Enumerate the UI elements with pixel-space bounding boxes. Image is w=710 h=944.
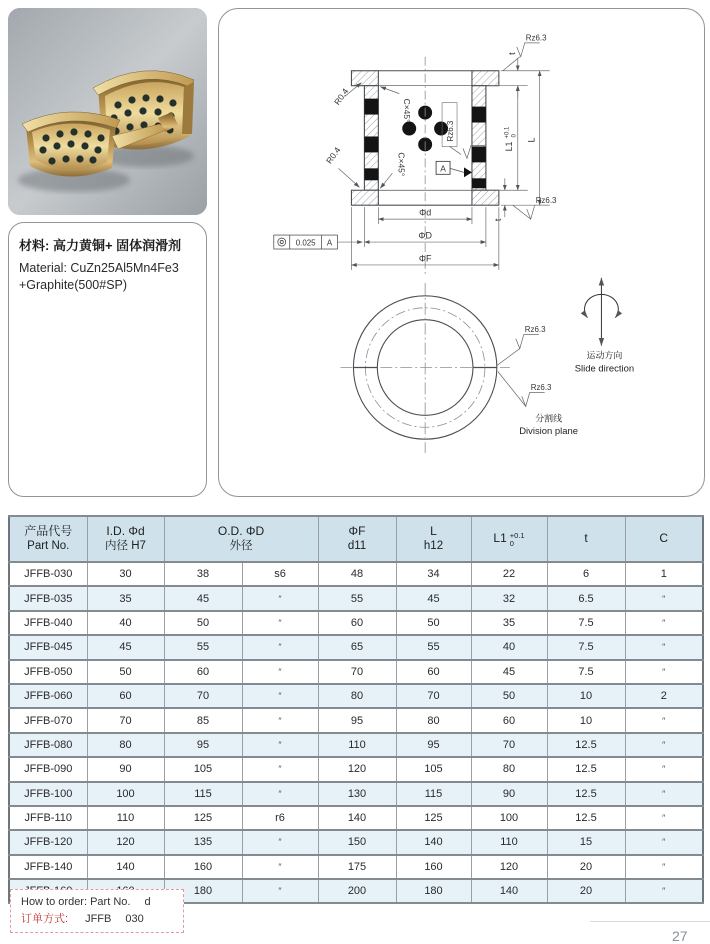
spec-table-body — [9, 562, 703, 903]
order-instruction: How to order: Part No. — [21, 896, 131, 908]
value-cell: 6.5 — [547, 586, 625, 610]
bushing-photo-illustration — [8, 8, 207, 215]
value-cell: 48 — [318, 562, 396, 586]
diameter-labels — [418, 208, 432, 264]
value-cell: ″ — [242, 684, 318, 708]
value-cell: 40 — [87, 611, 164, 635]
value-cell: 12.5 — [547, 757, 625, 781]
value-cell: 55 — [164, 635, 242, 659]
material-line-zh: 材料: 高力黄铜+ 固体润滑剂 — [19, 238, 182, 253]
value-cell: 110 — [318, 733, 396, 757]
order-series: JFFB — [85, 912, 112, 925]
part-no-cell: JFFB-090 — [9, 757, 87, 781]
value-cell: 7.5 — [547, 611, 625, 635]
part-no-cell: JFFB-040 — [9, 611, 87, 635]
value-cell: 80 — [471, 757, 547, 781]
value-cell: 2 — [625, 684, 703, 708]
value-cell: 12.5 — [547, 806, 625, 830]
value-cell: ″ — [242, 660, 318, 684]
value-cell: 22 — [471, 562, 547, 586]
roughness-label: Rz6.3 — [446, 120, 456, 142]
phi-d-label: Φd — [419, 207, 432, 218]
value-cell: 110 — [471, 830, 547, 854]
value-cell: ″ — [242, 586, 318, 610]
division-plane-en: Division plane — [519, 426, 579, 438]
value-cell: 95 — [164, 733, 242, 757]
value-cell: 100 — [471, 806, 547, 830]
value-cell: 70 — [471, 733, 547, 757]
value-cell: 70 — [87, 708, 164, 732]
value-cell: 65 — [318, 635, 396, 659]
technical-drawing-panel — [218, 8, 705, 497]
phi-D-label: ΦD — [418, 230, 432, 241]
value-cell: 125 — [396, 806, 471, 830]
right-dim-labels — [493, 33, 557, 221]
value-cell: ″ — [625, 855, 703, 879]
part-no-cell: JFFB-110 — [9, 806, 87, 830]
value-cell: 175 — [318, 855, 396, 879]
phi-F-label: ΦF — [418, 253, 432, 264]
value-cell: ″ — [625, 635, 703, 659]
value-cell: ″ — [625, 806, 703, 830]
value-cell: 130 — [318, 782, 396, 806]
roughness-label: Rz6.3 — [524, 325, 546, 335]
value-cell: 34 — [396, 562, 471, 586]
column-header: 产品代号 Part No. — [9, 516, 87, 562]
table-row — [9, 830, 703, 854]
table-row — [9, 562, 703, 586]
value-cell: 140 — [87, 855, 164, 879]
product-photo — [8, 8, 207, 215]
value-cell: 10 — [547, 708, 625, 732]
order-dim-code: d — [144, 896, 151, 908]
part-no-cell: JFFB-045 — [9, 635, 87, 659]
part-no-cell: JFFB-050 — [9, 660, 87, 684]
table-row — [9, 806, 703, 830]
value-cell: 80 — [396, 708, 471, 732]
value-cell: 7.5 — [547, 660, 625, 684]
material-note — [8, 222, 207, 497]
order-line-1 — [21, 894, 173, 911]
value-cell: 105 — [396, 757, 471, 781]
column-header: I.D. Φd 内径 H7 — [87, 516, 164, 562]
value-cell: ″ — [625, 757, 703, 781]
slide-direction-icon — [584, 278, 618, 346]
value-cell: 50 — [87, 660, 164, 684]
value-cell: ″ — [625, 782, 703, 806]
division-plane-zh: 分割线 — [535, 413, 563, 424]
end-view — [340, 283, 578, 453]
value-cell: ″ — [242, 782, 318, 806]
t-dim-label: t — [506, 52, 517, 55]
value-cell: 38 — [164, 562, 242, 586]
part-no-cell: JFFB-060 — [9, 684, 87, 708]
value-cell: 60 — [396, 660, 471, 684]
part-no-cell: JFFB-080 — [9, 733, 87, 757]
value-cell: 105 — [164, 757, 242, 781]
value-cell: 60 — [318, 611, 396, 635]
value-cell: 45 — [87, 635, 164, 659]
value-cell: 110 — [87, 806, 164, 830]
value-cell: 45 — [471, 660, 547, 684]
value-cell: 95 — [396, 733, 471, 757]
tolerance-value: 0.025 — [295, 238, 316, 248]
value-cell: 45 — [396, 586, 471, 610]
value-cell: 40 — [471, 635, 547, 659]
material-line-en2: +Graphite(500#SP) — [19, 277, 128, 292]
value-cell: 120 — [318, 757, 396, 781]
page-number: 27 — [672, 928, 688, 944]
roughness-label: Rz6.3 — [525, 33, 547, 43]
part-no-cell: JFFB-140 — [9, 855, 87, 879]
value-cell: 140 — [396, 830, 471, 854]
value-cell: ″ — [242, 757, 318, 781]
value-cell: ″ — [242, 611, 318, 635]
datum-letter: A — [440, 163, 446, 174]
part-no-cell: JFFB-070 — [9, 708, 87, 732]
value-cell: 70 — [318, 660, 396, 684]
value-cell: ″ — [242, 879, 318, 903]
value-cell: 120 — [87, 830, 164, 854]
t-dim-label: t — [492, 218, 503, 222]
spec-table-header — [9, 516, 703, 562]
value-cell: 100 — [87, 782, 164, 806]
part-no-cell: JFFB-030 — [9, 562, 87, 586]
value-cell: 150 — [318, 830, 396, 854]
slide-direction-en: Slide direction — [574, 363, 635, 375]
value-cell: 10 — [547, 684, 625, 708]
value-cell: 50 — [471, 684, 547, 708]
radius-label: R0.4 — [331, 86, 351, 107]
value-cell: 12.5 — [547, 782, 625, 806]
value-cell: 140 — [318, 806, 396, 830]
value-cell: 55 — [318, 586, 396, 610]
value-cell: 60 — [87, 684, 164, 708]
value-cell: s6 — [242, 562, 318, 586]
value-cell: ″ — [242, 708, 318, 732]
value-cell: ″ — [625, 611, 703, 635]
order-line-2 — [21, 911, 173, 928]
technical-drawing — [219, 9, 704, 496]
value-cell: 120 — [471, 855, 547, 879]
table-row — [9, 635, 703, 659]
value-cell: 50 — [164, 611, 242, 635]
table-row — [9, 757, 703, 781]
datum-a — [436, 161, 472, 177]
radius-label: R0.4 — [323, 145, 343, 166]
spec-table — [8, 515, 704, 904]
value-cell: 135 — [164, 830, 242, 854]
table-row — [9, 782, 703, 806]
part-no-cell: JFFB-035 — [9, 586, 87, 610]
value-cell: 90 — [471, 782, 547, 806]
order-box — [10, 889, 184, 933]
datum-ref: A — [326, 238, 333, 248]
roughness-label: Rz6.3 — [530, 382, 552, 392]
value-cell: 160 — [164, 855, 242, 879]
l1-tol-bottom: 0 — [511, 134, 518, 138]
chamfer-label: C×45° — [396, 152, 407, 177]
table-row — [9, 733, 703, 757]
l1-tol-top: +0.1 — [504, 126, 511, 139]
value-cell: 180 — [396, 879, 471, 903]
l-dim-label: L — [526, 137, 537, 143]
value-cell: 20 — [547, 855, 625, 879]
value-cell: 6 — [547, 562, 625, 586]
value-cell: 60 — [164, 660, 242, 684]
header-row — [9, 516, 703, 562]
part-no-cell: JFFB-100 — [9, 782, 87, 806]
value-cell: 115 — [396, 782, 471, 806]
value-cell: r6 — [242, 806, 318, 830]
value-cell: ″ — [625, 708, 703, 732]
value-cell: ″ — [625, 879, 703, 903]
value-cell: ″ — [242, 855, 318, 879]
value-cell: 80 — [318, 684, 396, 708]
value-cell: ″ — [242, 733, 318, 757]
value-cell: 90 — [87, 757, 164, 781]
table-row — [9, 855, 703, 879]
value-cell: 32 — [471, 586, 547, 610]
value-cell: 180 — [164, 879, 242, 903]
value-cell: 80 — [87, 733, 164, 757]
value-cell: 45 — [164, 586, 242, 610]
column-header: t — [547, 516, 625, 562]
value-cell: 12.5 — [547, 733, 625, 757]
column-header: L1 +0.1 0 — [471, 516, 547, 562]
value-cell: 115 — [164, 782, 242, 806]
value-cell: 60 — [471, 708, 547, 732]
value-cell: ″ — [625, 586, 703, 610]
column-header: ΦF d11 — [318, 516, 396, 562]
value-cell: 50 — [396, 611, 471, 635]
material-line-en1: Material: CuZn25Al5Mn4Fe3 — [19, 261, 179, 275]
value-cell: ″ — [625, 660, 703, 684]
value-cell: 20 — [547, 879, 625, 903]
l1-dim-label: L1 — [503, 141, 514, 152]
column-header: O.D. ΦD 外径 — [164, 516, 318, 562]
roughness-label: Rz6.3 — [535, 196, 557, 206]
value-cell: 35 — [87, 586, 164, 610]
column-header: L h12 — [396, 516, 471, 562]
value-cell: ″ — [242, 830, 318, 854]
value-cell: 70 — [396, 684, 471, 708]
footer-divider — [590, 921, 710, 922]
value-cell: ″ — [242, 635, 318, 659]
value-cell: 55 — [396, 635, 471, 659]
table-row — [9, 684, 703, 708]
value-cell: 125 — [164, 806, 242, 830]
table-row — [9, 586, 703, 610]
value-cell: 85 — [164, 708, 242, 732]
part-no-cell: JFFB-120 — [9, 830, 87, 854]
value-cell: 1 — [625, 562, 703, 586]
concentricity-frame — [274, 235, 363, 249]
value-cell: 35 — [471, 611, 547, 635]
slide-direction-zh: 运动方向 — [586, 350, 623, 361]
chamfer-label: C×45° — [402, 98, 413, 123]
value-cell: 70 — [164, 684, 242, 708]
value-cell: 30 — [87, 562, 164, 586]
value-cell: 15 — [547, 830, 625, 854]
value-cell: ″ — [625, 733, 703, 757]
value-cell: 7.5 — [547, 635, 625, 659]
table-row — [9, 660, 703, 684]
order-label-zh: 订单方式: — [21, 912, 69, 925]
value-cell: 200 — [318, 879, 396, 903]
value-cell: 160 — [396, 855, 471, 879]
value-cell: 95 — [318, 708, 396, 732]
column-header: C — [625, 516, 703, 562]
value-cell: ″ — [625, 830, 703, 854]
table-row — [9, 611, 703, 635]
order-size: 030 — [125, 912, 144, 925]
value-cell: 140 — [471, 879, 547, 903]
table-row — [9, 708, 703, 732]
